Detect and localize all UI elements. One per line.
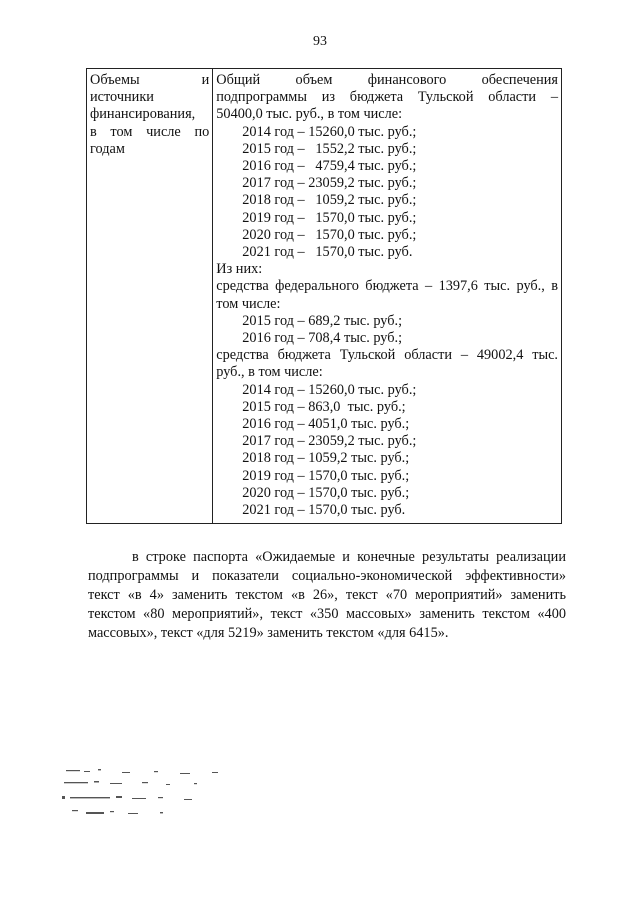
regional-year-line: 2021 год – 1570,0 тыс. руб. bbox=[242, 502, 406, 519]
intro-line: 50400,0 тыс. руб., в том числе: bbox=[216, 106, 403, 123]
paragraph-line: в строке паспорта «Ожидаемые и конечные результаты реализации bbox=[132, 549, 566, 565]
intro-line: подпрограммы из бюджета Тульской области – bbox=[216, 89, 558, 106]
regional-line: средства бюджета Тульской области – 49002,4 тыс. bbox=[216, 347, 558, 364]
federal-line: том числе: bbox=[216, 295, 281, 312]
federal-line: средства федерального бюджета – 1397,6 тыс. руб., в bbox=[216, 278, 558, 295]
total-year-line: 2015 год – 1552,2 тыс. руб.; bbox=[242, 140, 417, 157]
paragraph-line: текст «в 4» заменить текстом «в 26», текст «70 мероприятий» заменить bbox=[88, 587, 566, 603]
table-row bbox=[87, 69, 562, 524]
paragraph-line: массовых», текст «для 5219» заменить текстом «для 6415». bbox=[88, 625, 449, 641]
total-year-line: 2016 год – 4759,4 тыс. руб.; bbox=[242, 158, 417, 175]
regional-year-line: 2016 год – 4051,0 тыс. руб.; bbox=[242, 416, 410, 433]
total-year-line: 2019 год – 1570,0 тыс. руб.; bbox=[242, 209, 417, 226]
total-year-line: 2020 год – 1570,0 тыс. руб.; bbox=[242, 226, 417, 243]
of-them-label: Из них: bbox=[216, 261, 263, 278]
label-line: годам bbox=[90, 140, 125, 157]
label-line: финансирования, bbox=[90, 106, 196, 123]
page-number: 93 bbox=[313, 34, 327, 49]
regional-year-line: 2017 год – 23059,2 тыс. руб.; bbox=[242, 433, 417, 450]
regional-year-line: 2020 год – 1570,0 тыс. руб.; bbox=[242, 484, 410, 501]
total-year-line: 2014 год – 15260,0 тыс. руб.; bbox=[242, 123, 417, 140]
passport-table bbox=[86, 68, 562, 524]
scan-noise-mark bbox=[62, 768, 232, 828]
regional-year-line: 2019 год – 1570,0 тыс. руб.; bbox=[242, 467, 410, 484]
total-year-line: 2017 год – 23059,2 тыс. руб.; bbox=[242, 175, 417, 192]
label-line: источники bbox=[90, 89, 154, 106]
paragraph-line: текстом «80 мероприятий», текст «350 массовых» заменить текстом «400 bbox=[88, 606, 566, 622]
label-cell bbox=[87, 69, 213, 524]
regional-year-line: 2015 год – 863,0 тыс. руб.; bbox=[242, 398, 406, 415]
regional-year-line: 2018 год – 1059,2 тыс. руб.; bbox=[242, 450, 410, 467]
label-line: Объемы и bbox=[90, 72, 210, 88]
total-year-line: 2021 год – 1570,0 тыс. руб. bbox=[242, 244, 413, 261]
amendment-paragraph bbox=[88, 548, 566, 643]
intro-line: Общий объем финансового обеспечения bbox=[216, 72, 558, 88]
federal-year-line: 2015 год – 689,2 тыс. руб.; bbox=[242, 312, 403, 329]
paragraph-line: подпрограммы и показатели социально-экономической эффективности» bbox=[88, 568, 566, 584]
regional-year-line: 2014 год – 15260,0 тыс. руб.; bbox=[242, 381, 417, 398]
federal-year-line: 2016 год – 708,4 тыс. руб.; bbox=[242, 330, 403, 347]
label-line: в том числе по bbox=[90, 123, 210, 140]
financing-content-cell bbox=[213, 69, 562, 524]
regional-line: руб., в том числе: bbox=[216, 364, 323, 381]
total-year-line: 2018 год – 1059,2 тыс. руб.; bbox=[242, 192, 417, 209]
